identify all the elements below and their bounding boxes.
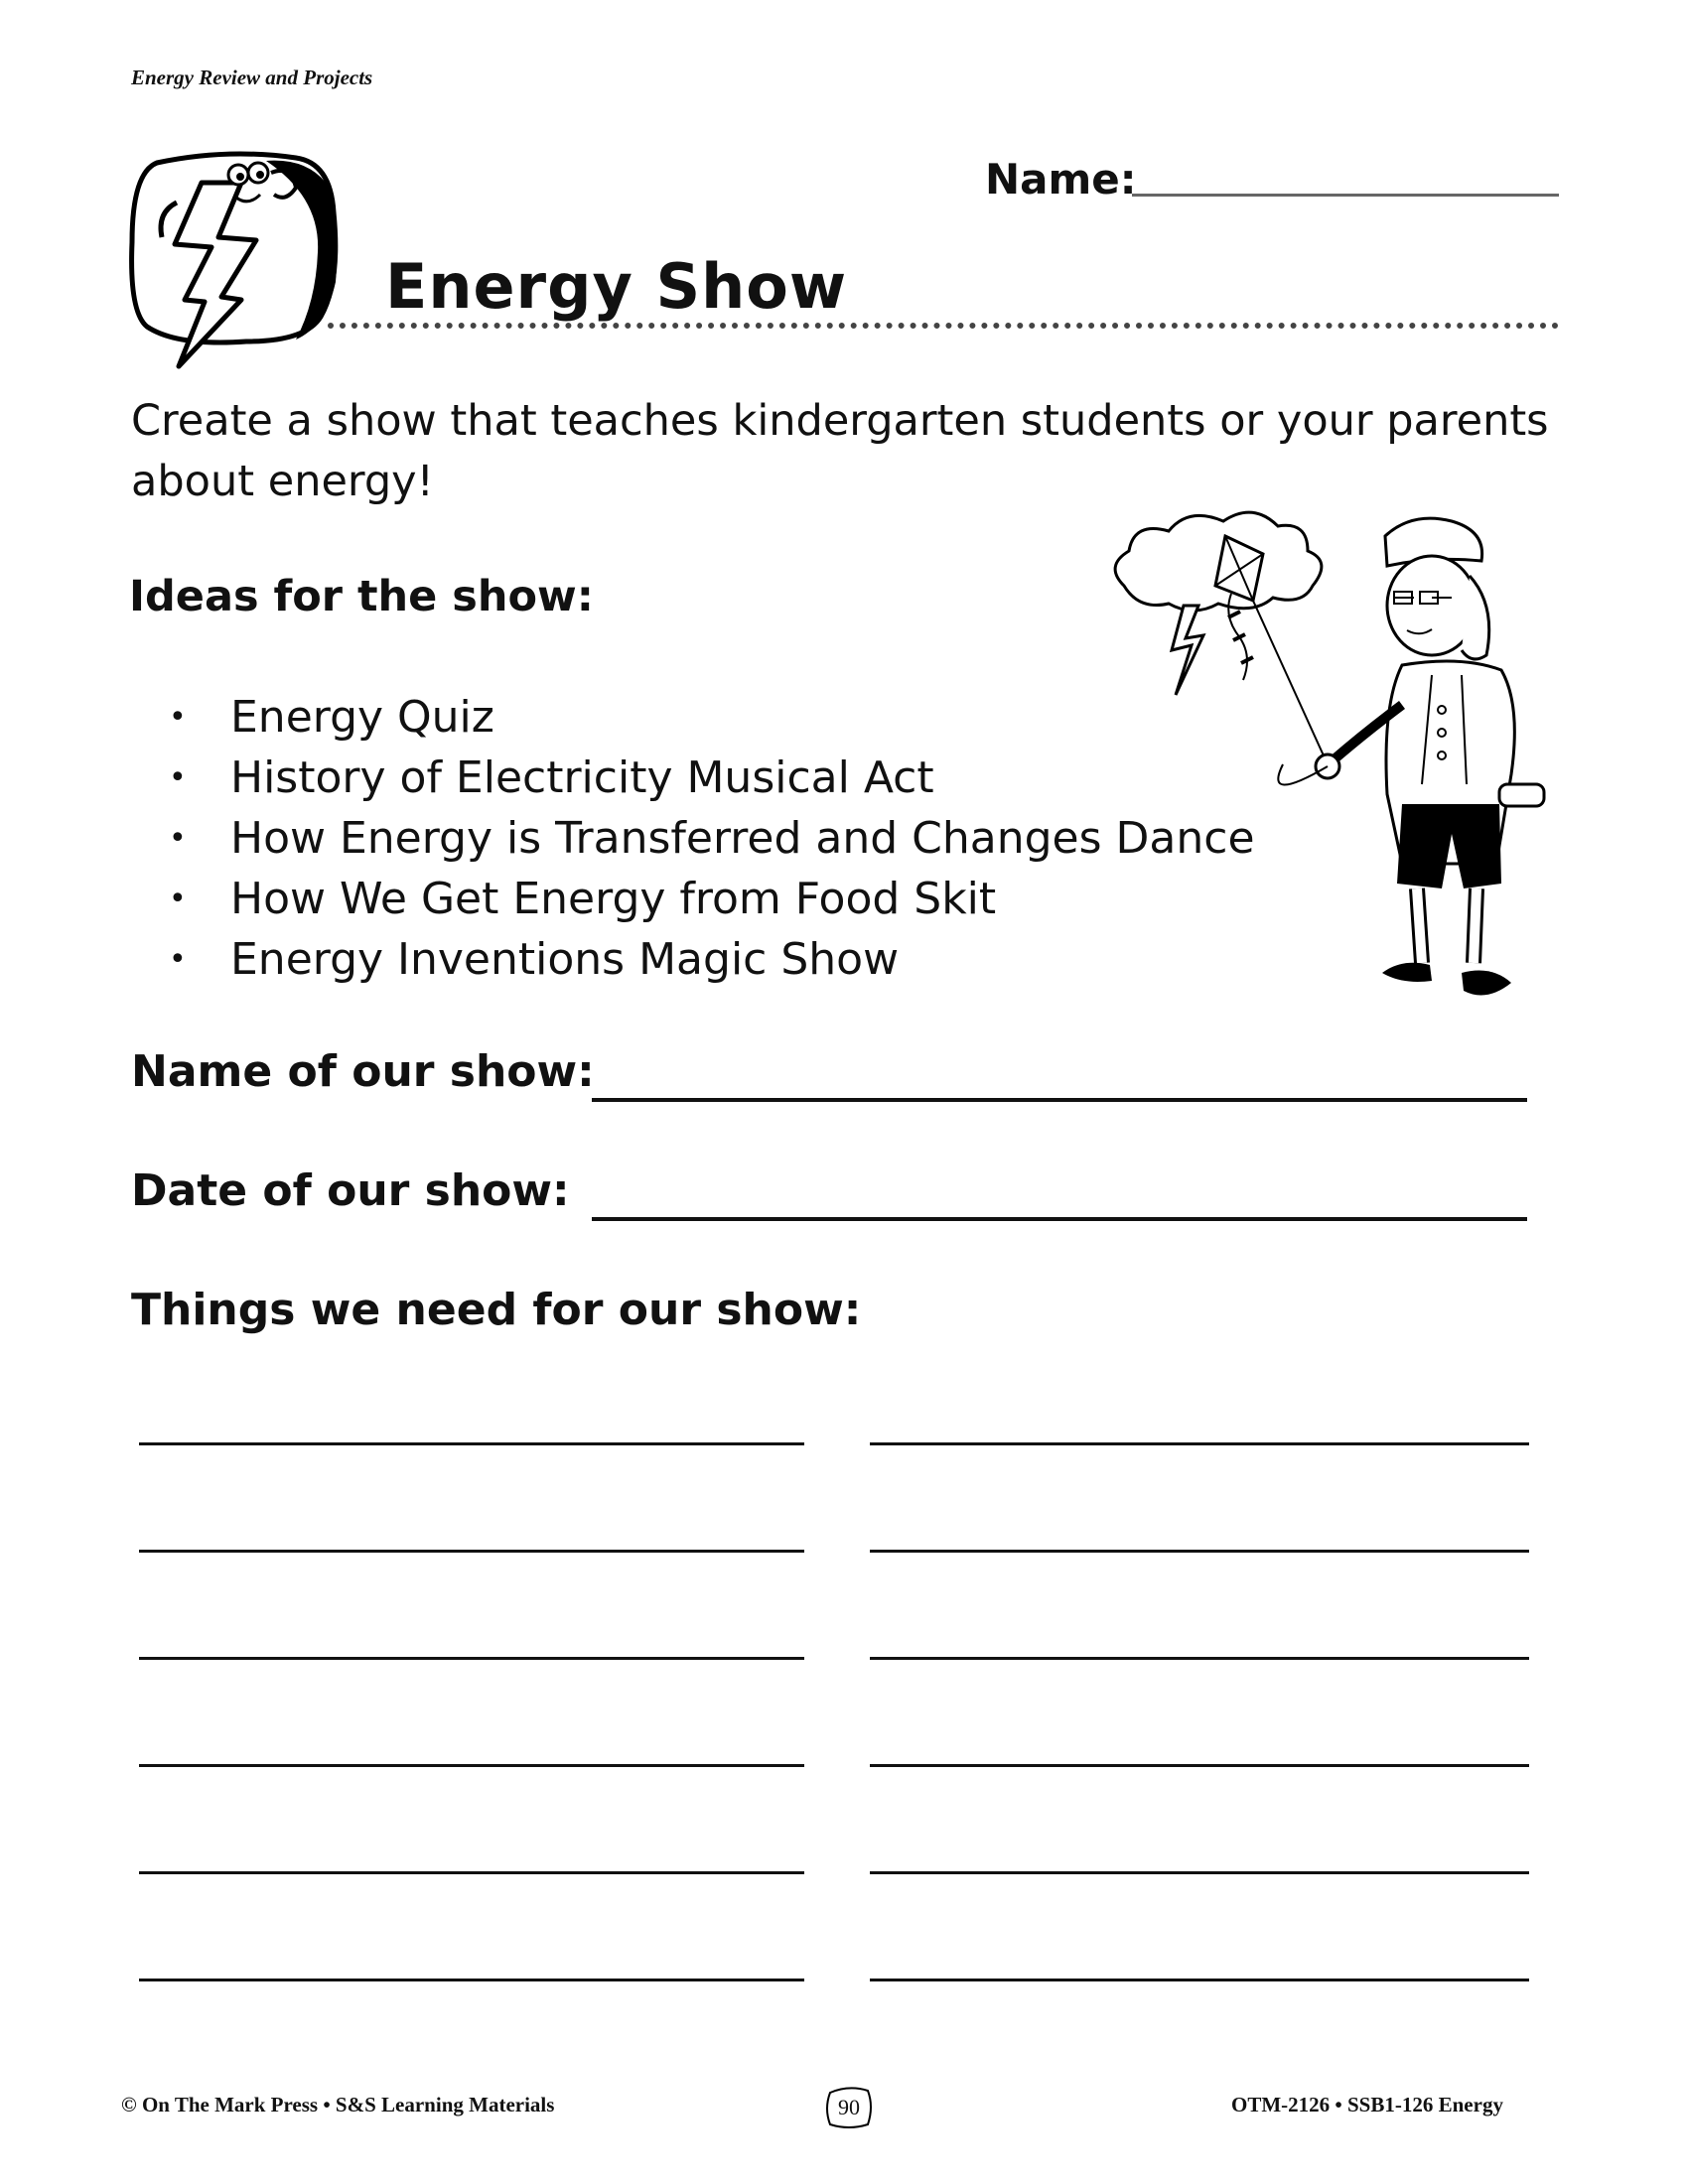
intro-text: Create a show that teaches kindergarten students or your parents about energy! <box>131 396 1549 506</box>
writing-line[interactable] <box>870 1550 1529 1553</box>
footer-product-code: OTM-2126 • SSB1-126 Energy <box>1231 2093 1503 2116</box>
idea-text: Energy Inventions Magic Show <box>230 934 900 985</box>
lightning-bolt-mascot-icon <box>127 143 342 371</box>
writing-line[interactable] <box>139 1550 804 1553</box>
list-item <box>169 808 1255 869</box>
writing-line[interactable] <box>870 1657 1529 1660</box>
dotted-divider <box>328 323 1559 329</box>
idea-text: How We Get Energy from Food Skit <box>230 874 997 924</box>
page-number-text: 90 <box>838 2095 860 2119</box>
writing-line[interactable] <box>870 1979 1529 1981</box>
name-label: Name: <box>985 155 1137 204</box>
show-name-label: Name of our show: <box>131 1046 595 1097</box>
page-title: Energy Show <box>385 250 848 323</box>
bullet-icon: • <box>169 821 187 856</box>
writing-line[interactable] <box>870 1764 1529 1767</box>
show-date-line[interactable] <box>592 1217 1527 1221</box>
writing-line[interactable] <box>139 1979 804 1981</box>
name-field-line[interactable] <box>1132 194 1559 197</box>
bullet-icon: • <box>169 942 187 977</box>
idea-text: Energy Quiz <box>230 692 494 743</box>
writing-line[interactable] <box>139 1442 804 1445</box>
writing-line[interactable] <box>870 1871 1529 1874</box>
list-item <box>169 869 1255 929</box>
bullet-icon: • <box>169 760 187 795</box>
idea-text: History of Electricity Musical Act <box>230 752 934 803</box>
writing-line[interactable] <box>139 1764 804 1767</box>
show-date-label: Date of our show: <box>131 1165 570 1216</box>
writing-line[interactable] <box>139 1657 804 1660</box>
page-number <box>824 2085 874 2130</box>
writing-line[interactable] <box>139 1871 804 1874</box>
footer-copyright: © On The Mark Press • S&S Learning Materials <box>121 2093 555 2116</box>
ideas-list <box>169 687 1255 990</box>
idea-text: How Energy is Transferred and Changes Dance <box>230 813 1255 864</box>
list-item <box>169 929 1255 990</box>
things-label: Things we need for our show: <box>131 1285 862 1335</box>
bullet-icon: • <box>169 882 187 916</box>
writing-line[interactable] <box>870 1442 1529 1445</box>
ideas-label: Ideas for the show: <box>129 572 594 621</box>
bullet-icon: • <box>169 700 187 735</box>
running-head: Energy Review and Projects <box>131 66 373 89</box>
ben-franklin-kite-illustration <box>1104 506 1561 1023</box>
list-item <box>169 748 1255 808</box>
show-name-line[interactable] <box>592 1098 1527 1102</box>
list-item <box>169 687 1255 748</box>
